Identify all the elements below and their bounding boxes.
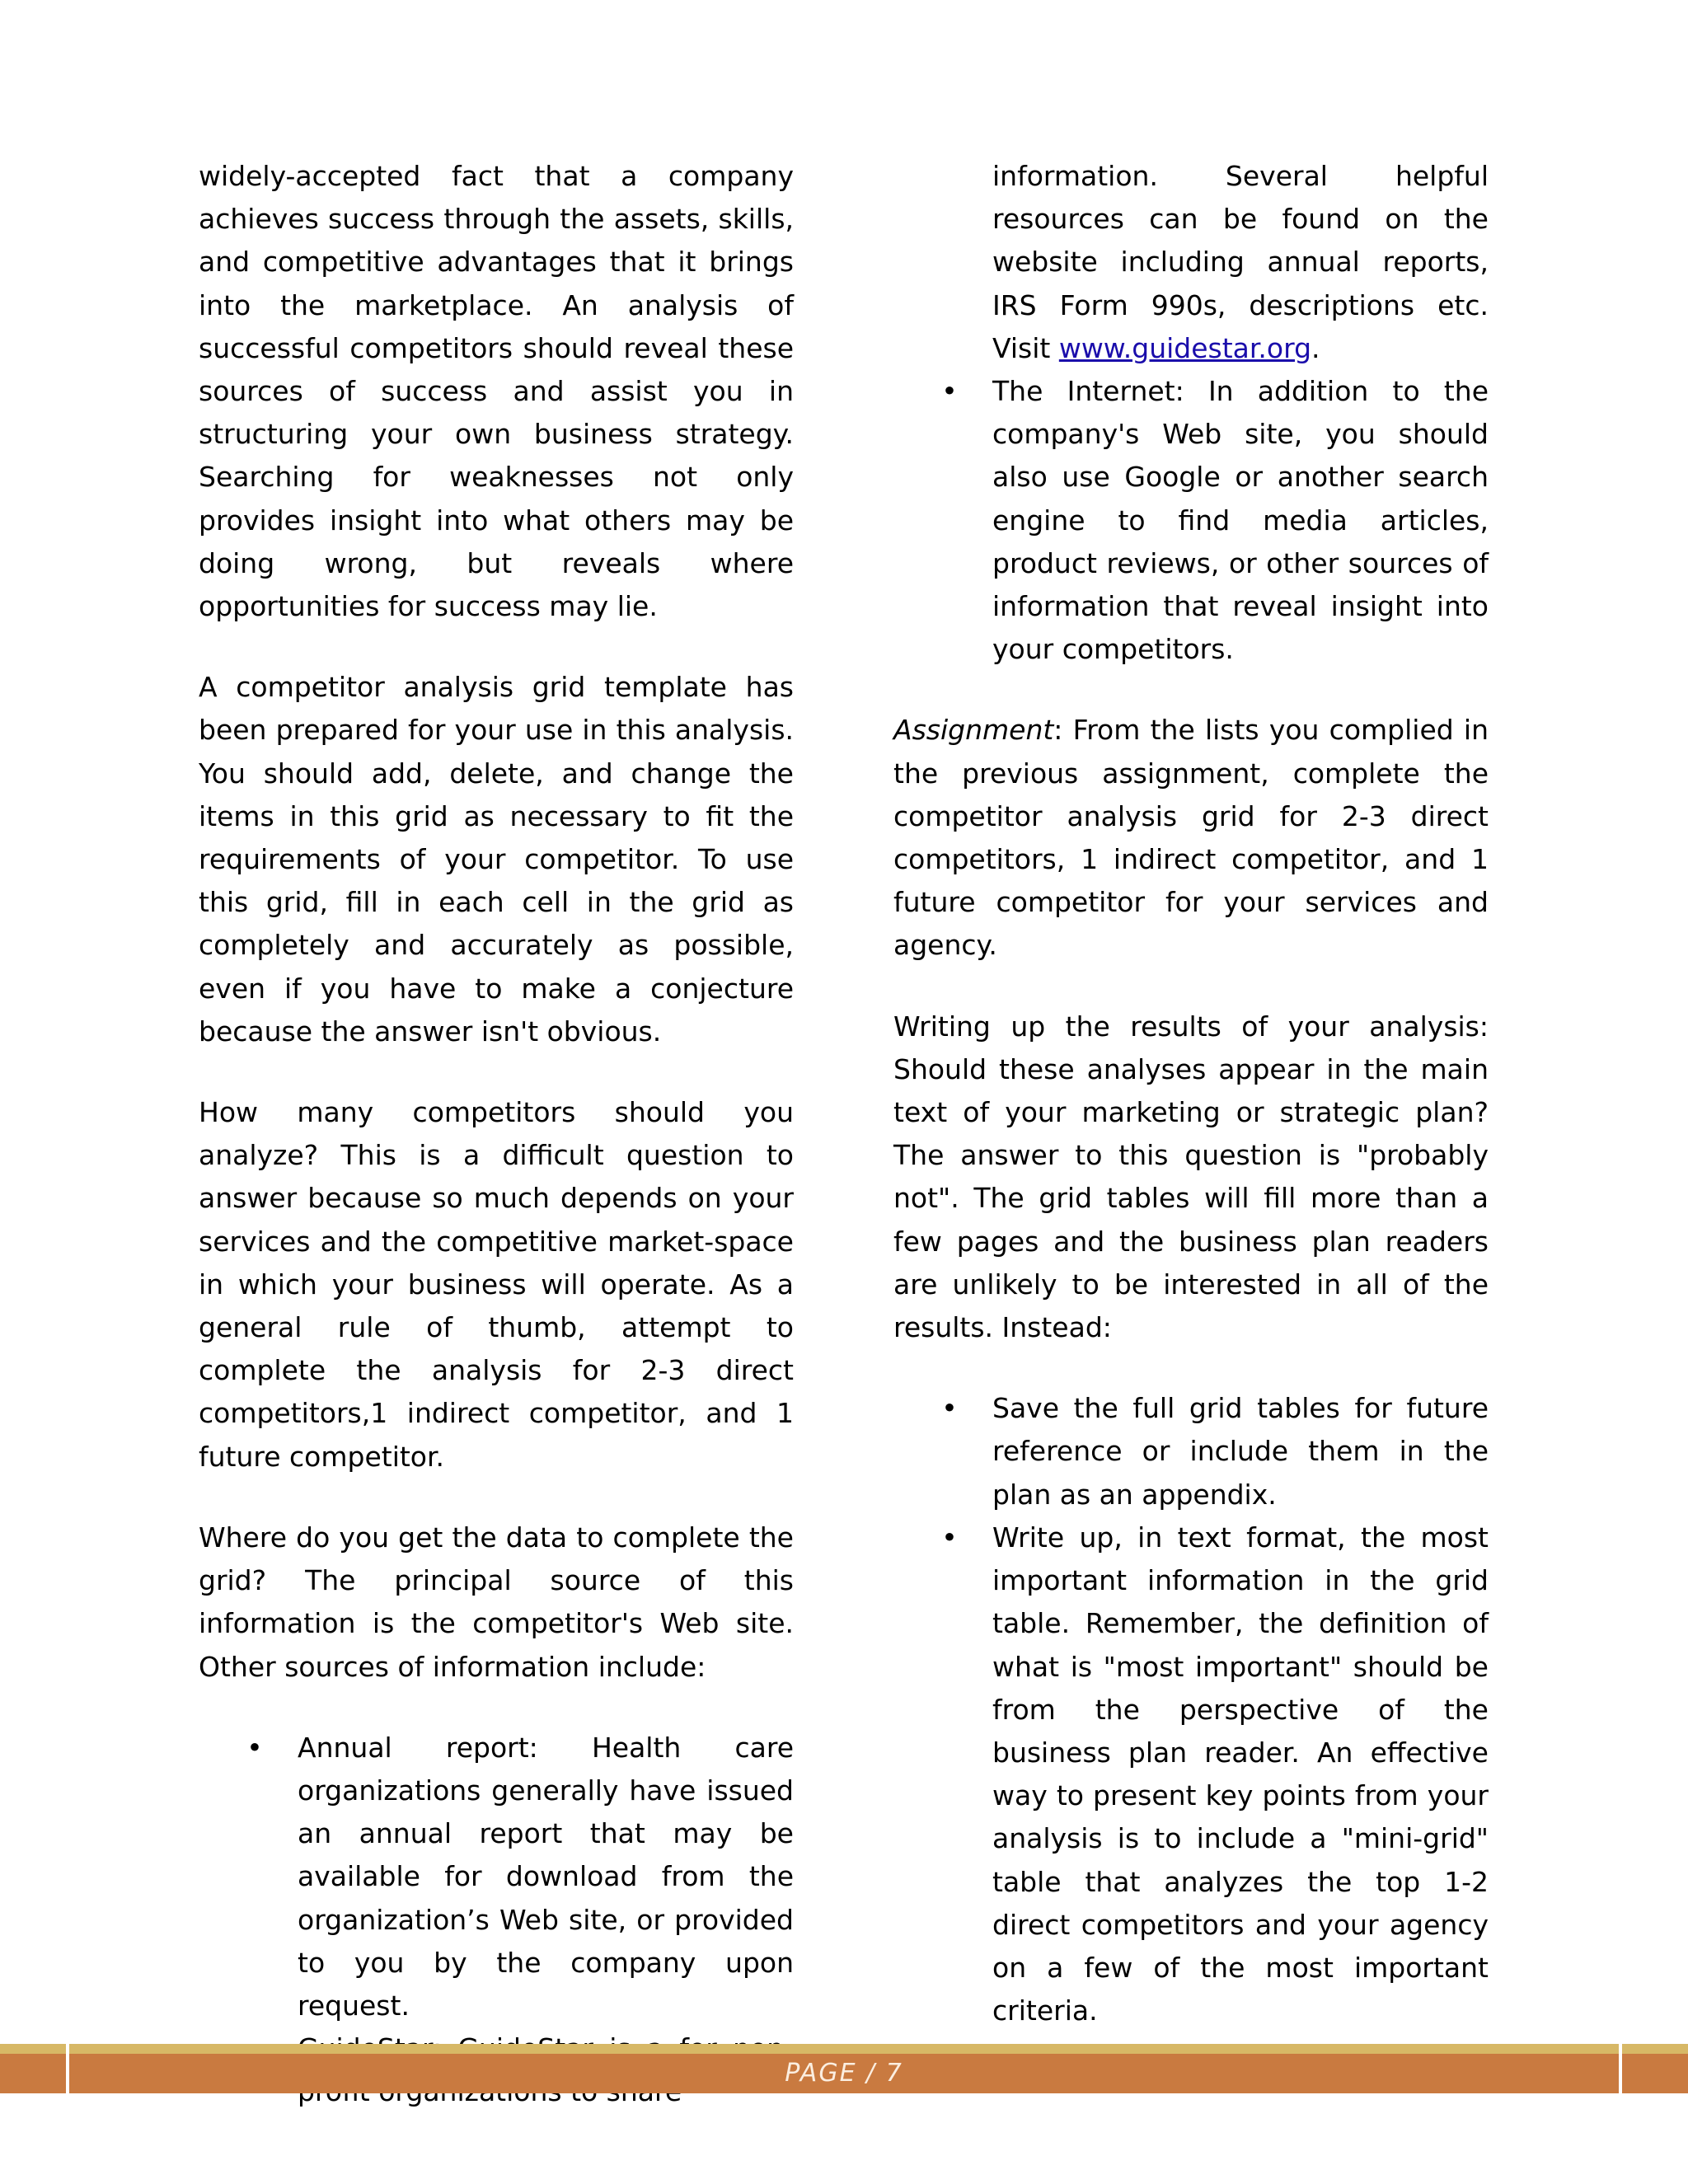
list-item-text: The Internet: In addition to the company's Web site, you should also use Google or another search engine to find media articles, product reviews, or other sources of information that reveal insight into your competitors. — [992, 375, 1489, 666]
list-item-text: Annual report: Health care organizations generally have issued an annual report that may be available for download from the organization’s Web site, or provided to you by the company upon request. — [298, 1731, 794, 2022]
assignment-label: Assignment — [893, 714, 1054, 747]
paragraph-competitive-advantages: widely-accepted fact that a company achieves success through the assets, skills, and competitive advantages that it brings into the marketplace. An analysis of successful competitors should reveal these sources of success and assist you in structuring your own business strategy. Searching for weaknesses not only provides insight into what others may be doing wrong, but reveals where opportunities for success may lie. — [199, 160, 794, 623]
footer-band-top — [0, 2044, 1688, 2054]
bullet-icon: • — [246, 1731, 263, 1764]
list-item — [893, 1516, 1489, 2032]
bullet-icon: • — [941, 375, 958, 408]
bullet-icon: • — [941, 1392, 958, 1425]
guidestar-continuation — [893, 155, 1489, 370]
paragraph-how-many-competitors: How many competitors should you analyze? This is a difficult question to answer because so much depends on your services and the competitive market-space in which your business will operate. As a general rule of thumb, attempt to complete the analysis for 2-3 direct competitors,1 indirect competitor, and 1 future competitor. — [199, 1096, 794, 1473]
list-item — [893, 370, 1489, 671]
bullet-icon: • — [941, 1521, 958, 1554]
list-item-text: Write up, in text format, the most important information in the grid table. Remember, the definition of what is "most important" should be from the perspective of the business plan reader. An effective way to present key points from your analysis is to include a "mini-grid" table that analyzes the top 1-2 direct competitors and your agency on a few of the most important criteria. — [992, 1521, 1489, 2027]
instead-list — [893, 1387, 1489, 2032]
page-footer — [0, 2044, 1688, 2093]
left-column — [199, 155, 794, 2114]
list-item-text: Save the full grid tables for future reference or include them in the plan as an appendix. — [992, 1392, 1489, 1511]
paragraph-grid-template: A competitor analysis grid template has been prepared for your use in this analysis. You should add, delete, and change the items in this grid as necessary to fit the requirements of your competitor. To use this grid, fill in each cell in the grid as completely and accurately as possible, even if you have to make a conjecture because the answer isn't obvious. — [199, 671, 794, 1047]
right-column — [893, 155, 1489, 2070]
paragraph-writing-up: Writing up the results of your analysis: Should these analyses appear in the main text of your marketing or strategic plan? The answer to this question is "probably not". The grid tables will fill more than a few pages and the business plan readers are unlikely to be interested in all of the results. Instead: — [893, 1010, 1489, 1344]
page-number-label: PAGE / 7 — [785, 2059, 903, 2088]
list-item — [893, 1387, 1489, 1516]
paragraph-where-data: Where do you get the data to complete the grid? The principal source of this information is the competitor's Web site. Other sources of information include: — [199, 1521, 794, 1683]
guidestar-period: . — [1311, 331, 1320, 364]
paragraph-assignment — [893, 709, 1489, 967]
guidestar-link[interactable]: www.guidestar.org — [1058, 331, 1312, 364]
guidestar-continuation-text: information. Several helpful resources can be found on the website including annual reports, IRS Form 990s, descriptions etc. Visit — [992, 160, 1489, 364]
internet-list — [893, 370, 1489, 671]
list-item — [199, 1727, 794, 2027]
assignment-text: : From the lists you complied in the previous assignment, complete the competitor analysis grid for 2-3 direct competitors, 1 indirect competitor, and 1 future competitor for your services and agency. — [893, 714, 1489, 962]
